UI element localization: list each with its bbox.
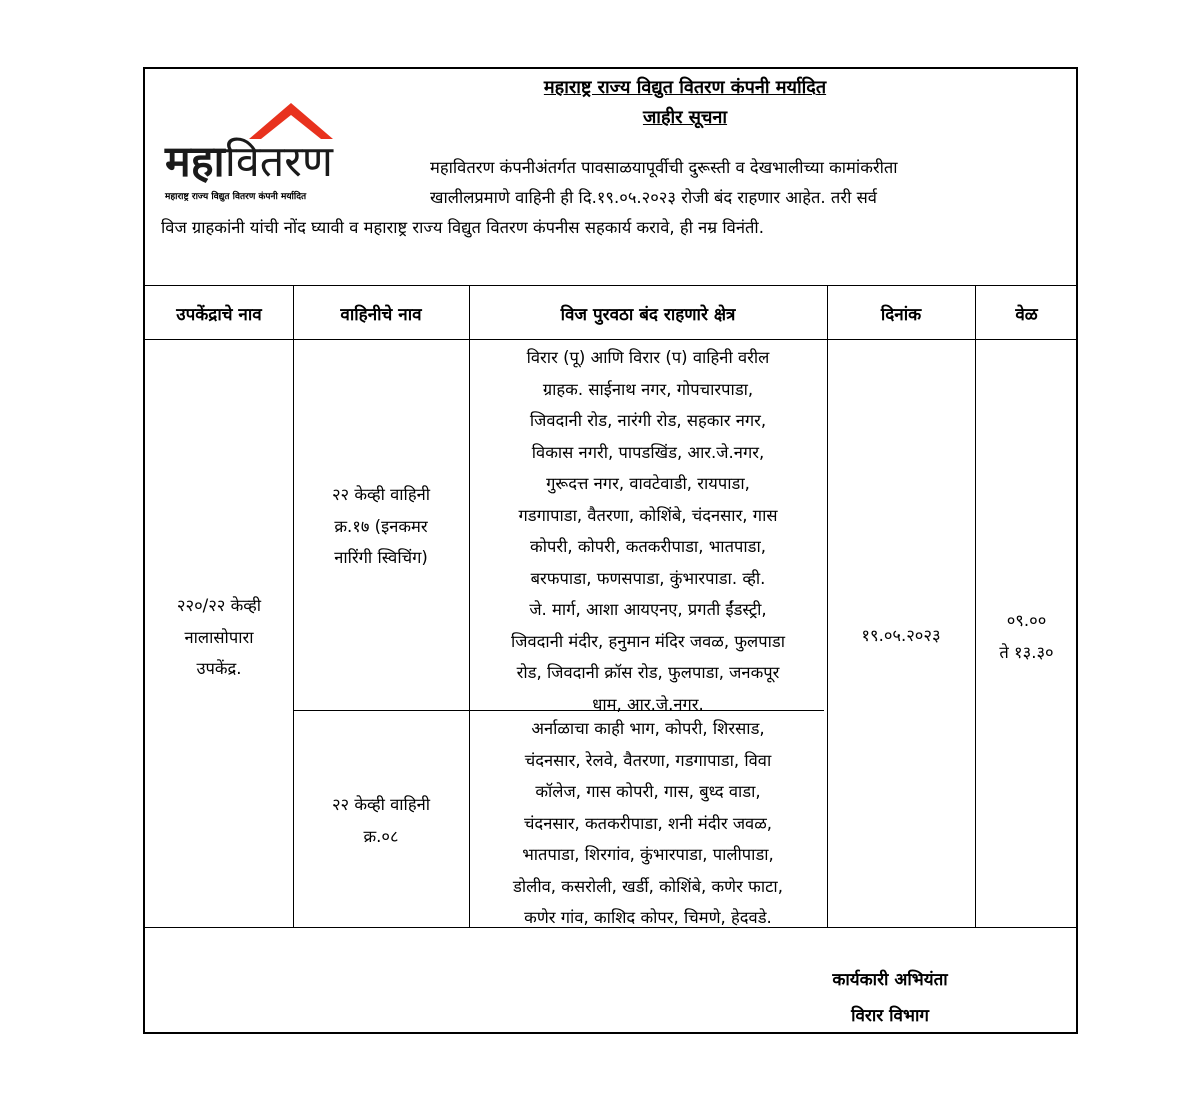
- feeder-line: क्र.०८: [363, 826, 399, 846]
- area-line: ग्राहक. साईनाथ नगर, गोपचारपाडा,: [542, 379, 754, 399]
- company-title: महाराष्ट्र राज्य विद्युत वितरण कंपनी मर्यादित: [543, 77, 827, 98]
- feeder-line: क्र.१७ (इनकमर: [334, 516, 428, 536]
- area-line: जिवदानी मंदीर, हनुमान मंदिर जवळ, फुलपाडा: [510, 631, 785, 651]
- notice-title: जाहीर सूचना: [642, 107, 728, 128]
- area-line: कोपरी, कोपरी, कतकरीपाडा, भातपाडा,: [530, 537, 766, 556]
- area-line: गडगापाडा, वैतरणा, कोशिंबे, चंदनसार, गास: [518, 505, 778, 525]
- table-header-border: [145, 339, 1076, 340]
- signatory-division: विरार विभाग: [851, 1006, 929, 1026]
- area-line: कॉलेज, गास कोपरी, गास, बुध्द वाडा,: [535, 782, 761, 801]
- intro-line-1: महावितरण कंपनीअंतर्गत पावसाळयापूर्वीची दुरूस्ती व देखभालीच्या कामांकरीता: [430, 158, 898, 177]
- feeder-line: २२ केव्ही वाहिनी: [331, 795, 431, 814]
- area-line: चंदनसार, कतकरीपाडा, शनी मंदीर जवळ,: [523, 813, 773, 833]
- header-time: वेळ: [1015, 304, 1038, 325]
- area-line: कणेर गांव, काशिद कोपर, चिमणे, हेदवडे.: [524, 908, 772, 927]
- area-line: रोड, जिवदानी क्रॉस रोड, फुलपाडा, जनकपूर: [516, 663, 780, 682]
- header-feeder: वाहिनीचे नाव: [340, 304, 422, 325]
- area-line: अर्नाळाचा काही भाग, कोपरी, शिरसाड,: [531, 719, 765, 738]
- public-notice: [143, 67, 1078, 1034]
- substation-line: २२०/२२ केव्ही: [176, 596, 262, 615]
- table-top-border: [145, 285, 1076, 286]
- signatory-designation: कार्यकारी अभियंता: [832, 970, 948, 990]
- time-end: ते १३.३०: [999, 642, 1054, 662]
- intro-line-2: खालीलप्रमाणे वाहिनी ही दि.१९.०५.२०२३ रोजी बंद राहणार आहेत. तरी सर्व: [430, 188, 877, 207]
- time-cell: [975, 605, 1078, 668]
- area-line: बरफपाडा, फणसपाडा, कुंभारपाडा. व्ही.: [530, 568, 766, 588]
- logo-brand-suffix: वितरण: [224, 137, 333, 187]
- area-line: चंदनसार, रेलवे, वैतरणा, गडगापाडा, विवा: [524, 750, 772, 770]
- substation-line: उपकेंद्र.: [196, 659, 242, 678]
- area-line: डोलीव, कसरोली, खर्डी, कोशिंबे, कणेर फाटा,: [513, 876, 783, 896]
- date-cell: १९.०५.२०२३: [861, 626, 941, 645]
- area-cell: [473, 713, 823, 934]
- logo-tagline: महाराष्ट्र राज्य विद्युत वितरण कंपनी मर्यादित: [165, 192, 307, 202]
- area-cell: [473, 342, 823, 720]
- feeder-cell: [293, 789, 469, 852]
- area-line: जिवदानी रोड, नारंगी रोड, सहकार नगर,: [529, 411, 767, 430]
- header-date: दिनांक: [880, 304, 922, 325]
- time-start: ०९.००: [1006, 611, 1047, 630]
- header-area: विज पुरवठा बंद राहणारे क्षेत्र: [560, 304, 736, 325]
- substation-line: नालासोपारा: [184, 627, 254, 647]
- substation-cell: [145, 590, 293, 685]
- header-substation: उपकेंद्राचे नाव: [176, 304, 262, 325]
- area-line: जे. मार्ग, आशा आयएनए, प्रगती ईंडस्ट्री,: [529, 600, 767, 619]
- col-divider-3: [827, 285, 828, 927]
- area-line: धाम, आर.जे.नगर.: [592, 694, 704, 714]
- area-line: विकास नगरी, पापडखिंड, आर.जे.नगर,: [531, 442, 765, 462]
- feeder-line: नारिंगी स्विचिंग): [334, 548, 428, 567]
- area-line: गुरूदत्त नगर, वावटेवाडी, रायपाडा,: [546, 474, 750, 493]
- logo-brand-prefix: महा: [165, 137, 225, 187]
- intro-line-3: विज ग्राहकांनी यांची नोंद घ्यावी व महाराष्ट्र राज्य विद्युत वितरण कंपनीस सहकार्य करावे, ही नम्र विनंती.: [161, 218, 764, 237]
- mahavitaran-logo: [163, 99, 408, 202]
- area-line: भातपाडा, शिरगांव, कुंभारपाडा, पालीपाडा,: [522, 845, 774, 864]
- col-divider-2: [469, 285, 470, 927]
- feeder-line: २२ केव्ही वाहिनी: [331, 485, 431, 504]
- logo-brand: [165, 137, 333, 187]
- feeder-cell: [293, 479, 469, 574]
- lightning-roof-icon: [241, 99, 341, 141]
- area-line: विरार (पू) आणि विरार (प) वाहिनी वरील: [526, 348, 770, 367]
